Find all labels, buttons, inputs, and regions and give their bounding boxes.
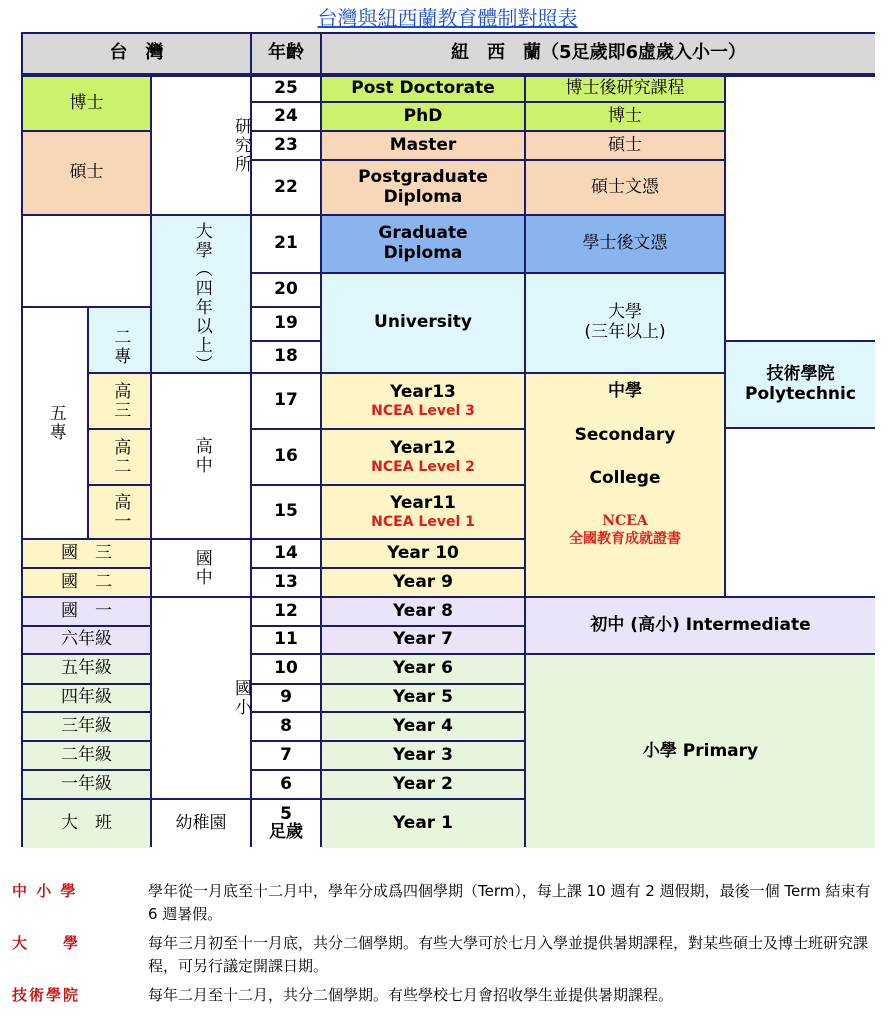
- nz-year-2: [322, 771, 524, 798]
- tw-grade-6-label: 六年級: [61, 629, 112, 650]
- tw-senior-1: [89, 486, 150, 538]
- nz-g-diploma-zh-label: 學士後文憑: [582, 233, 668, 254]
- age-14: [252, 627, 320, 653]
- nz-year-8: [322, 598, 524, 625]
- age-19: [252, 771, 320, 798]
- nz-pg-diploma-zh-label: 碩士文憑: [591, 176, 659, 197]
- tw-master: [23, 132, 150, 214]
- age-15-label: 10: [274, 658, 298, 679]
- tw-junior-2: [23, 569, 150, 596]
- age-20-label: 5 足歲: [269, 804, 303, 842]
- age-0-label: 25: [274, 78, 298, 99]
- age-5-label: 20: [274, 279, 298, 300]
- nz-g-diploma-en-label: Graduate Diploma: [378, 223, 468, 263]
- nz-year-5: [322, 685, 524, 711]
- tw-junior-1-label: 國 一: [61, 600, 112, 621]
- nz-blank-lower: [726, 429, 875, 596]
- tw-grade-6: [23, 627, 150, 653]
- nz-year-5-label: Year 5: [393, 687, 453, 708]
- nz-university-zh-label: 大學 (三年以上): [584, 302, 666, 342]
- header-taiwan: [23, 34, 250, 73]
- header-age: [252, 34, 320, 73]
- tw-senior-2-label: 高二: [110, 438, 131, 476]
- nz-master-en-label: Master: [389, 134, 457, 155]
- nz-g-diploma-zh: [526, 216, 724, 272]
- tw-kindergarten-label: 幼稚園: [175, 813, 227, 834]
- age-4: [252, 216, 320, 272]
- tw-grade-1-label: 一年級: [61, 773, 112, 794]
- note-text: 每年二月至十二月，共分二個學期。有些學校七月會招收學生並提供暑期課程。: [148, 986, 674, 1004]
- nz-year-10-label: Year 10: [387, 542, 459, 563]
- nz-master-zh-label: 碩士: [608, 134, 642, 155]
- nz-phd-en: [322, 103, 524, 130]
- tw-five-year-college: [23, 308, 87, 538]
- nz-intermediate-label: 初中 (高小) Intermediate: [590, 614, 811, 635]
- tw-senior-3: [89, 374, 150, 428]
- tw-grade-2-label: 二年級: [61, 744, 112, 765]
- nz-phd-zh: [526, 103, 724, 130]
- tw-master-label: 碩士: [69, 162, 104, 183]
- age-6-label: 19: [274, 313, 298, 334]
- nz-pg-diploma-en-label: Postgraduate Diploma: [358, 166, 488, 207]
- note-text: 每年三月初至十一月底，共分二個學期。有些大學可於七月入學並提供暑期課程，對某些碩士及博士班研究課程，可另行議定開課日期。: [148, 934, 869, 975]
- tw-elementary: [152, 598, 250, 798]
- nz-year-13-ncea: NCEA Level 3: [371, 402, 475, 419]
- age-16-label: 9: [280, 687, 292, 708]
- secondary-zh: 中學: [608, 381, 642, 401]
- note-label: 大 學: [12, 934, 81, 952]
- nz-university-zh: [526, 274, 724, 372]
- header-age-label: 年齡: [268, 42, 304, 64]
- age-17-label: 8: [280, 715, 292, 736]
- age-20: [252, 800, 320, 848]
- nz-year-4: [322, 713, 524, 740]
- nz-year-11-label: Year11: [390, 493, 456, 514]
- age-16: [252, 685, 320, 711]
- nz-blank-upper: [726, 77, 875, 340]
- tw-grade-5-label: 五年級: [61, 658, 112, 679]
- nz-primary-label: 小學 Primary: [642, 740, 759, 761]
- nz-university-en-label: University: [374, 312, 472, 333]
- age-7-label: 18: [274, 346, 298, 367]
- age-5: [252, 274, 320, 306]
- ncea-label: NCEA: [602, 512, 648, 529]
- note-label: 技術學院: [12, 986, 81, 1004]
- age-1-label: 24: [274, 105, 298, 126]
- tw-junior-2-label: 國 二: [61, 571, 112, 592]
- secondary-en1: Secondary: [574, 424, 676, 445]
- nz-year-7-label: Year 7: [393, 629, 453, 650]
- nz-year-12-ncea: NCEA Level 2: [371, 458, 475, 475]
- nz-year-11-ncea: NCEA Level 1: [371, 513, 475, 530]
- tw-grade-4: [23, 685, 150, 711]
- ncea-zh: 全國教育成就證書: [569, 530, 681, 547]
- nz-post-doc-en-label: Post Doctorate: [351, 78, 495, 99]
- nz-year-1: [322, 800, 524, 848]
- nz-intermediate: [526, 598, 875, 653]
- nz-master-en: [322, 132, 524, 159]
- tw-doctor-label: 博士: [69, 92, 104, 113]
- nz-year-3-label: Year 3: [393, 744, 453, 765]
- tw-grade-3-label: 三年級: [61, 715, 112, 736]
- age-13-label: 12: [274, 600, 298, 621]
- nz-year-6-label: Year 6: [393, 658, 453, 679]
- tw-grade-3: [23, 713, 150, 740]
- age-17: [252, 713, 320, 740]
- age-0: [252, 77, 320, 101]
- tw-five-year-college-label: 五專: [45, 404, 66, 442]
- age-6: [252, 308, 320, 340]
- nz-year-11: [322, 486, 524, 538]
- nz-master-zh: [526, 132, 724, 159]
- nz-polytechnic-label: 技術學院 Polytechnic: [745, 363, 856, 404]
- nz-year-8-label: Year 8: [393, 600, 453, 621]
- nz-post-doc-en: [322, 77, 524, 101]
- age-1: [252, 103, 320, 130]
- nz-year-7: [322, 627, 524, 653]
- tw-senior-2: [89, 430, 150, 484]
- nz-year-12: [322, 430, 524, 484]
- tw-senior-high: [152, 374, 250, 538]
- tw-graduate-school: [152, 77, 250, 214]
- age-4-label: 21: [274, 233, 298, 254]
- page-title: 台灣與紐西蘭教育體制對照表: [317, 6, 578, 30]
- note-primary-secondary: [8, 880, 888, 926]
- note-text: 學年從一月底至十二月中，學年分成爲四個學期（Term），每上課 10 週有 2 週假期，最後一個 Term 結束有 6 週暑假。: [148, 882, 871, 923]
- age-3: [252, 161, 320, 214]
- age-14-label: 11: [274, 629, 298, 650]
- nz-year-3: [322, 742, 524, 769]
- tw-senior-1-label: 高一: [110, 493, 131, 531]
- age-11: [252, 540, 320, 567]
- age-12-label: 13: [274, 571, 298, 592]
- tw-grade-1: [23, 771, 150, 798]
- tw-junior-3: [23, 540, 150, 567]
- tw-senior-high-label: 高中: [191, 437, 212, 475]
- age-13: [252, 598, 320, 625]
- age-10-label: 15: [274, 501, 298, 522]
- tw-junior-high: [152, 540, 250, 596]
- nz-year-9: [322, 569, 524, 596]
- header-taiwan-label: 台 灣: [109, 42, 164, 64]
- nz-post-doc-zh: [526, 77, 724, 101]
- age-15: [252, 655, 320, 683]
- nz-year-13-label: Year13: [390, 382, 456, 403]
- nz-year-6: [322, 655, 524, 683]
- nz-year-12-label: Year12: [390, 438, 456, 459]
- age-12: [252, 569, 320, 596]
- tw-big-class-label: 大 班: [61, 813, 112, 834]
- secondary-en2: College: [589, 468, 661, 489]
- tw-blank: [23, 216, 150, 306]
- tw-elementary-label: 國小: [231, 679, 251, 717]
- note-label: 中 小 學: [12, 882, 78, 900]
- tw-doctor: [23, 77, 150, 130]
- age-10: [252, 486, 320, 538]
- age-18: [252, 742, 320, 769]
- tw-graduate-school-label: 研究所: [231, 117, 251, 174]
- age-3-label: 22: [274, 176, 298, 197]
- tw-grade-5: [23, 655, 150, 683]
- nz-primary: [526, 655, 875, 848]
- age-9: [252, 430, 320, 484]
- tw-university: [152, 216, 250, 372]
- nz-year-10: [322, 540, 524, 567]
- age-8: [252, 374, 320, 428]
- tw-senior-3-label: 高三: [110, 382, 131, 420]
- tw-university-label: 大學（四年以上）: [191, 222, 212, 374]
- nz-year-1-label: Year 1: [393, 813, 453, 834]
- nz-secondary-college: [526, 374, 724, 596]
- age-7: [252, 342, 320, 372]
- nz-year-13: [322, 374, 524, 428]
- note-polytechnic: [8, 984, 888, 1008]
- nz-post-doc-zh-label: 博士後研究課程: [565, 78, 685, 99]
- age-18-label: 7: [280, 744, 292, 765]
- tw-grade-2: [23, 742, 150, 769]
- note-university: [8, 932, 888, 978]
- tw-junior-3-label: 國 三: [61, 542, 112, 563]
- nz-year-4-label: Year 4: [393, 715, 453, 736]
- age-19-label: 6: [280, 773, 292, 794]
- nz-polytechnic: [726, 342, 875, 427]
- tw-two-year-college: [89, 308, 150, 372]
- tw-grade-4-label: 四年級: [61, 687, 112, 708]
- nz-pg-diploma-zh: [526, 161, 724, 214]
- tw-kindergarten: [152, 800, 250, 848]
- header-nz: [322, 34, 875, 73]
- tw-junior-high-label: 國中: [191, 549, 212, 587]
- comparison-table: [21, 32, 875, 847]
- age-11-label: 14: [274, 542, 298, 563]
- age-2-label: 23: [274, 134, 298, 155]
- age-2: [252, 132, 320, 159]
- nz-phd-zh-label: 博士: [608, 105, 642, 126]
- nz-university-en: [322, 274, 524, 372]
- tw-big-class: [23, 800, 150, 848]
- header-nz-label: 紐 西 蘭（5足歲即6虛歲入小一）: [450, 42, 747, 64]
- nz-year-2-label: Year 2: [393, 773, 453, 794]
- nz-year-9-label: Year 9: [393, 571, 453, 592]
- age-8-label: 17: [274, 390, 298, 411]
- nz-pg-diploma-en: [322, 161, 524, 214]
- nz-phd-en-label: PhD: [403, 105, 443, 126]
- nz-g-diploma-en: [322, 216, 524, 272]
- age-9-label: 16: [274, 446, 298, 467]
- tw-two-year-college-label: 二專: [110, 328, 131, 366]
- tw-junior-1: [23, 598, 150, 625]
